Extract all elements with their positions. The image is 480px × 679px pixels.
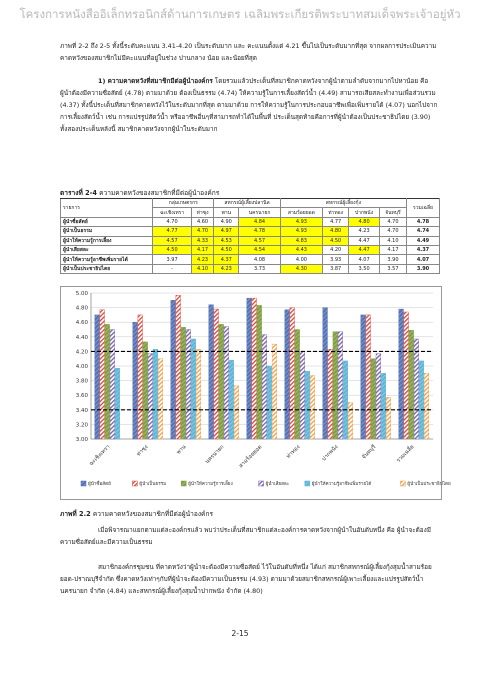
table-cell: 4.47 [349,245,380,254]
bar [295,330,300,440]
row-average: 4.07 [407,255,440,264]
bar [262,335,267,439]
bar [381,373,386,439]
bar [272,344,277,439]
legend-label: ผู้นำให้ความรู้การเลี้ยง [188,482,233,487]
bar [110,330,115,440]
bar [310,375,315,439]
bar [209,305,214,439]
col-head: ฉะเชิงเทรา [153,208,192,217]
table-cell: 4.50 [214,245,239,254]
legend-swatch [132,481,137,486]
y-tick-label: 4.40 [75,334,88,341]
bar [95,315,100,439]
x-tick-label: รวมเฉลี่ย [395,444,416,464]
table-row [61,245,440,254]
row-average: 4.49 [407,236,440,245]
table-caption: ความคาดหวังของสมาชิกที่มีต่อผู้นำองค์กร [97,189,220,197]
col-head: พาน [214,208,239,217]
table-cell: 4.10 [191,264,213,273]
row-average: 4.74 [407,227,440,236]
bar [138,315,143,439]
table-cell: 4.30 [280,264,322,273]
row-label: ผู้นำซื่อสัตย์ [61,217,153,226]
bar [252,298,257,439]
y-tick-label: 3.80 [75,378,88,385]
table-cell: 4.23 [191,255,213,264]
row-average: 4.78 [407,217,440,226]
legend-label: ผู้นำเสียสละ [265,482,290,487]
bar [247,298,252,439]
table-cell: - [153,264,192,273]
bar [133,322,138,439]
bar [115,368,120,439]
table-cell: 4.43 [280,245,322,254]
bar [424,373,429,439]
table-cell: 4.70 [153,217,192,226]
legend-label: ผู้นำเป็นประชาธิปไตย [407,482,451,487]
bar [153,349,158,439]
bar [148,354,153,439]
y-tick-label: 5.00 [75,291,88,297]
bar [348,403,353,440]
y-tick-label: 4.20 [75,349,88,356]
row-average: 4.37 [407,245,440,254]
table-cell: 4.00 [280,255,322,264]
bar [100,310,105,439]
bar [399,309,404,439]
figure-caption: ความคาดหวังของสมาชิกที่มีต่อผู้นำองค์กร [90,510,214,518]
legend-label: ผู้นำเป็นธรรม [139,482,167,487]
expectation-bar-chart [61,287,451,499]
group-head-farmers: กลุ่มเกษตรกร [153,199,214,208]
row-label: ผู้นำเป็นธรรม [61,227,153,236]
table-row [61,255,440,264]
x-tick-label: ฉะเชิงเทรา [88,444,112,468]
col-head-item: รายการ [61,199,153,218]
expectation-table [60,198,440,274]
table-row [61,236,440,245]
y-tick-label: 4.60 [75,320,88,327]
intro-paragraph: ภาพที่ 2-2 ถึง 2-5 ทั้งนี้ระดับคะแนน 3.41-4.20 เป็นระดับมาก และ คะแนนตั้งแต่ 4.21 ขึ้นไปเป็นระดับมากที่สุด จากผลการประเมินความคาดหวังของสมาชิกไม่มีคะแนนที่อยู่ในช่วง ปานกลาง น้อย และน้อยที่สุด [60,42,437,62]
bar [214,309,219,439]
table-cell: 4.83 [280,236,322,245]
page-number: 2-15 [231,629,249,638]
bar [219,324,224,439]
bar [143,342,148,439]
table-cell: 4.70 [379,227,406,236]
y-tick-label: 3.00 [75,437,88,443]
table-cell: 4.77 [153,227,192,236]
col-head: นครนายก [239,208,280,217]
bar [371,359,376,439]
x-tick-label: ปากพนัง [321,444,340,463]
bar [224,327,229,439]
col-head: ปากพนัง [349,208,380,217]
row-label: ผู้นำให้ความรู้อาชีพเพิ่มรายได้ [61,255,153,264]
table-cell: 4.93 [280,217,322,226]
table-cell: 4.70 [191,227,213,236]
bar [305,371,310,439]
col-head: ท่าทอง [323,208,349,217]
table-cell: 4.33 [191,236,213,245]
table-cell: 3.73 [239,264,280,273]
bar [171,300,176,439]
bar [333,332,338,439]
bar [343,361,348,439]
legend-swatch [81,481,86,486]
group-head-shrimp: สหกรณ์ผู้เลี้ยงกุ้ง [280,199,406,208]
table-cell: 4.54 [239,245,280,254]
table-cell: 4.47 [349,236,380,245]
x-tick-label: พาน [175,444,188,456]
table-cell: 4.80 [349,217,380,226]
table-cell: 4.50 [323,236,349,245]
table-cell: 3.90 [379,255,406,264]
table-cell: 4.80 [323,227,349,236]
bar [176,295,181,439]
legend-swatch [400,481,405,486]
table-cell: 4.23 [214,264,239,273]
table-cell: 4.53 [214,236,239,245]
table-cell: 3.93 [323,255,349,264]
y-tick-label: 4.80 [75,305,88,312]
table-cell: 4.50 [153,245,192,254]
table-cell: 4.84 [239,217,280,226]
bar [409,330,414,439]
col-head: จันทบุรี [379,208,406,217]
table-cell: 4.07 [349,255,380,264]
table-cell: 3.87 [323,264,349,273]
row-label: ผู้นำให้ความรู้การเลี้ยง [61,236,153,245]
table-number: ตารางที่ 2-4 [60,189,98,197]
table-cell: 4.37 [214,255,239,264]
bar [361,315,366,439]
table-cell: 4.23 [349,227,380,236]
legend-label: ผู้นำให้ความรู้อาชีพเพิ่มรายได้ [311,482,372,487]
bar [191,339,196,439]
col-head-average: รวมเฉลี่ย [407,199,440,218]
table-cell: 4.57 [239,236,280,245]
legend-label: ผู้นำซื่อสัตย์ [88,482,111,487]
group-head-tilapia: สหกรณ์ผู้เลี้ยงปลานิล [214,199,281,208]
bar [338,332,343,439]
community-paragraph: สมาชิกองค์กรชุมชน ที่คาดหวังว่าผู้นำจะต้องมีความซื่อสัตย์ ไว้ในอันดับที่หนึ่ง ได้แก่ สมาชิกสหกรณ์ผู้เลี้ยงกุ้งสุมน้ำสามร้อยยอด-ปราณบุรีจำกัด ซึ่งคาดหวังเท่าๆกับที่ผู้นำจะต้องมีความเป็นธรรม (4.93) ตามมาด้วยสมาชิกสหกรณ์ผู้เพาะเลี้ยงและแปรรูปสัตว์น้ำนครนายก จำกัด (4.84) และสหกรณ์ผู้เลี้ยงกุ้งสุมน้ำปากพนัง จำกัด (4.80) [60,563,432,595]
x-tick-label: จันทบุรี [361,444,378,461]
table-cell: 3.50 [349,264,380,273]
table-cell: 4.70 [379,217,406,226]
table-cell: 4.08 [239,255,280,264]
bar [323,308,328,439]
table-cell: 4.78 [239,227,280,236]
bar [181,327,186,439]
col-head: สามร้อยยอด [280,208,322,217]
bar [257,305,262,439]
table-row [61,227,440,236]
y-tick-label: 4.00 [75,364,88,370]
bar [419,361,424,439]
legend-swatch [305,481,310,486]
bar [186,330,191,440]
table-cell: 4.17 [191,245,213,254]
organization-paragraph: เมื่อพิจารณาแยกตามแต่ละองค์กรแล้ว พบว่าประเด็นที่สมาชิกแต่ละองค์การคาดหวังจากผู้นำในอันดับหนึ่ง คือ ผู้นำจะต้องมีความซื่อสัตย์และมีความเป็นธรรม [60,526,431,546]
table-title [60,187,219,198]
table-cell: 4.93 [280,227,322,236]
bar [267,366,272,439]
table-cell: 4.60 [191,217,213,226]
bar [300,351,305,439]
bar [290,308,295,439]
y-tick-label: 3.20 [75,422,88,429]
table-row [61,217,440,226]
bar [229,360,234,439]
figure-number: ภาพที่ 2.2 [60,510,91,518]
bar [196,349,201,439]
table-cell: 4.77 [323,217,349,226]
figure-title [60,508,213,519]
legend-swatch [259,481,264,486]
table-cell: 4.10 [379,236,406,245]
table-cell: 4.90 [214,217,239,226]
table-cell: 3.57 [379,264,406,273]
bar [105,324,110,439]
table-cell: 4.17 [379,245,406,254]
bar [414,339,419,439]
section-heading: 1) ความคาดหวังที่สมาชิกมีต่อผู้นำองค์กร [98,77,213,85]
bar [386,397,391,439]
bar [234,386,239,439]
legend-swatch [181,481,186,486]
bar [158,359,163,439]
x-tick-label: สามร้อยยอด [238,444,264,470]
chart-frame [60,286,451,500]
x-tick-label: นครนายก [204,444,226,466]
table-cell: 4.97 [214,227,239,236]
col-head: ท่าซุง [191,208,213,217]
row-label: ผู้นำเป็นประชาธิปไตย [61,264,153,273]
leader-expectation-text: โดยรวมแล้วประเด็นที่สมาชิกคาดหวังจากผู้นำตามลำดับจากมากไปหาน้อย คือ ผู้นำต้องมีความซื่อสัตย์ (4.78) ตามมาด้วย ต้องเป็นธรรม (4.74) ให้ความรู้ในการเลี้ยงสัตว์น้ำ (4.49) สามารถเสียสละทำงานเพื่อส่วนรวม (4.37) ทั้งนี้ประเด็นที่สมาชิกคาดหวังไว้ในระดับมากที่สุด ตามมาด้วย การให้ความรู้ในการประกอบอาชีพเพื่อเพิ่มรายได้ (4.07) นอกไปจากการเลี้ยงสัตว์น้ำ เช่น การแปรรูปสัตว์น้ำ หรืออาชีพอื่นๆที่สามารถทำได้ในพื้นที่ ประเด็นสุดท้ายคือการที่ผู้นำต้องเป็นประชาธิปไตย (3.90) ทั้งสองประเด็นหลังนี้ สมาชิกคาดหวังจากผู้นำในระดับมาก [60,77,438,133]
bar [366,315,371,439]
x-tick-label: ท่าทอง [285,444,302,460]
bar [328,349,333,439]
bar [285,310,290,439]
table-cell: 4.20 [323,245,349,254]
y-tick-label: 3.40 [75,407,88,414]
bar [376,354,381,439]
y-tick-label: 3.60 [75,393,88,400]
x-tick-label: ท่าซุง [135,444,150,458]
table-cell: 4.57 [153,236,192,245]
leader-expectation-paragraph [60,75,438,135]
table-cell: 3.97 [153,255,192,264]
bar [404,312,409,439]
page-header: โครงการหนังสืออิเล็กทรอนิกส์ด้านการเกษตร เฉลิมพระเกียรติพระบาทสมเด็จพระเจ้าอยู่หัว [19,7,461,21]
table-row [61,264,440,273]
row-average: 3.90 [407,264,440,273]
row-label: ผู้นำเสียสละ [61,245,153,254]
